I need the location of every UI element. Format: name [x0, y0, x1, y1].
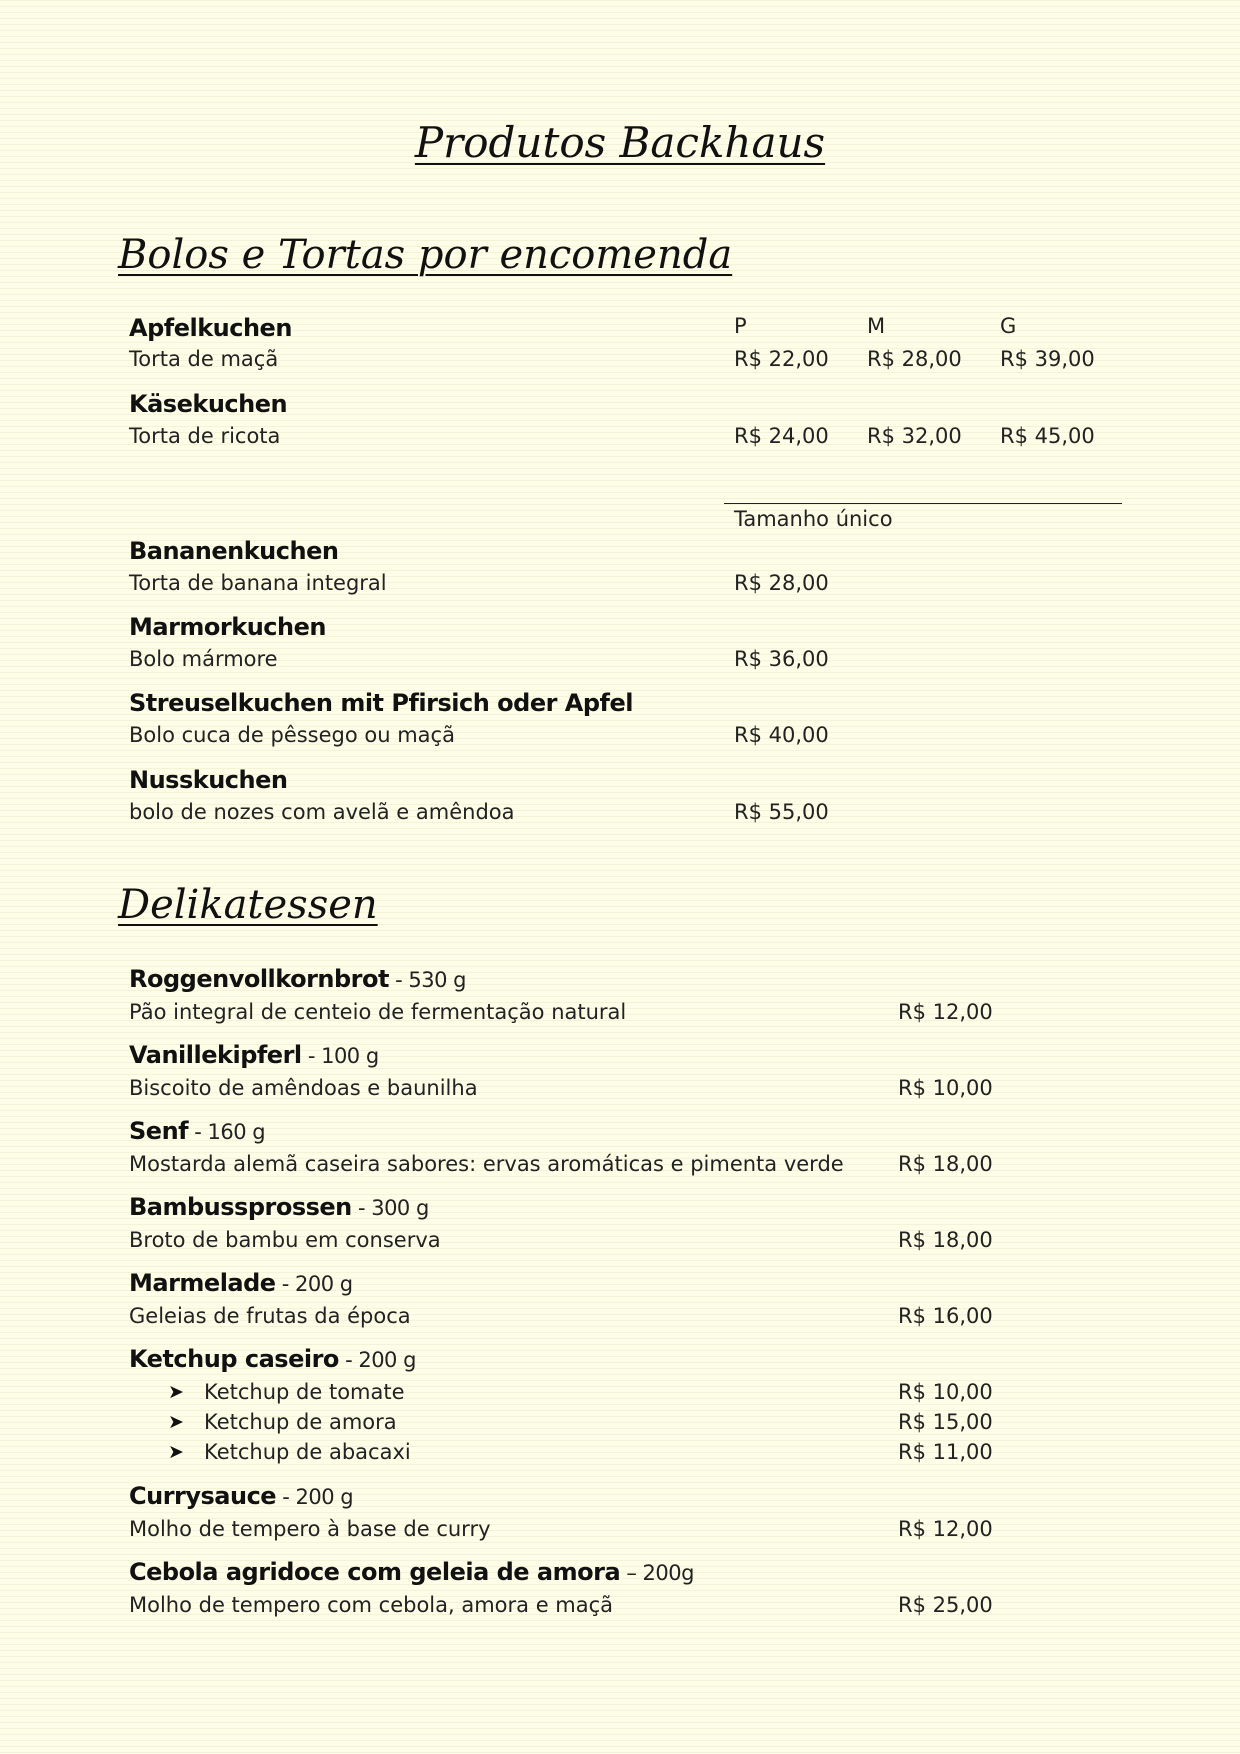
product-name [129, 1041, 379, 1069]
ketchup-variant-price: R$ 15,00 [898, 1410, 993, 1434]
price-m: R$ 28,00 [867, 347, 962, 371]
ketchup-variant-price: R$ 10,00 [898, 1380, 993, 1404]
product-name-text: Bambussprossen [129, 1193, 352, 1221]
product-description: Pão integral de centeio de fermentação natural [129, 1000, 627, 1024]
product-price: R$ 18,00 [898, 1152, 993, 1176]
divider-line [724, 503, 1122, 504]
product-name-text: Ketchup caseiro [129, 1345, 339, 1373]
product-name: Streuselkuchen mit Pfirsich oder Apfel [129, 689, 633, 717]
product-weight: - 300 g [351, 1196, 429, 1220]
arrow-bullet-icon: ➤ [168, 1381, 184, 1403]
product-name [129, 1482, 353, 1510]
product-name-text: Cebola agridoce com geleia de amora [129, 1558, 621, 1586]
product-weight: - 160 g [188, 1120, 266, 1144]
section-title-bolos: Bolos e Tortas por encomenda [118, 232, 733, 278]
arrow-bullet-icon: ➤ [168, 1441, 184, 1463]
price-p: R$ 24,00 [734, 424, 829, 448]
product-price: R$ 28,00 [734, 571, 829, 595]
product-price: R$ 25,00 [898, 1593, 993, 1617]
product-name [129, 1345, 416, 1373]
size-header-p: P [734, 314, 747, 338]
ketchup-variant: Ketchup de tomate [204, 1380, 405, 1404]
product-price: R$ 12,00 [898, 1517, 993, 1541]
product-name-text: Senf [129, 1117, 189, 1145]
product-name [129, 965, 466, 993]
product-name-text: Marmelade [129, 1269, 276, 1297]
product-name: Käsekuchen [129, 390, 288, 418]
size-header-g: G [1000, 314, 1017, 338]
product-weight: – 200g [620, 1561, 694, 1585]
product-weight: - 100 g [301, 1044, 379, 1068]
product-name [129, 1558, 694, 1586]
price-g: R$ 39,00 [1000, 347, 1095, 371]
ketchup-variant: Ketchup de abacaxi [204, 1440, 411, 1464]
ketchup-variant-price: R$ 11,00 [898, 1440, 993, 1464]
product-description: Broto de bambu em conserva [129, 1228, 441, 1252]
section-title-delikatessen: Delikatessen [118, 882, 378, 928]
arrow-bullet-icon: ➤ [168, 1411, 184, 1433]
product-description: Molho de tempero à base de curry [129, 1517, 491, 1541]
product-price: R$ 12,00 [898, 1000, 993, 1024]
price-p: R$ 22,00 [734, 347, 829, 371]
product-name-text: Currysauce [129, 1482, 277, 1510]
ketchup-variant: Ketchup de amora [204, 1410, 397, 1434]
product-name [129, 1269, 353, 1297]
product-name: Apfelkuchen [129, 314, 292, 342]
product-weight: - 530 g [388, 968, 467, 992]
product-name: Marmorkuchen [129, 613, 326, 641]
product-weight: - 200 g [338, 1348, 416, 1372]
product-weight: - 200 g [276, 1485, 354, 1509]
product-name [129, 1117, 265, 1145]
product-description: Molho de tempero com cebola, amora e maçã [129, 1593, 614, 1617]
product-description: Torta de ricota [129, 424, 281, 448]
product-description: Bolo mármore [129, 647, 278, 671]
product-description: Mostarda alemã caseira sabores: ervas aromáticas e pimenta verde [129, 1152, 844, 1176]
size-header-m: M [867, 314, 886, 338]
product-price: R$ 10,00 [898, 1076, 993, 1100]
product-description: Torta de banana integral [129, 571, 387, 595]
product-name-text: Roggenvollkornbrot [129, 965, 389, 993]
single-size-header: Tamanho único [734, 507, 893, 531]
product-description: Geleias de frutas da época [129, 1304, 411, 1328]
product-description: Bolo cuca de pêssego ou maçã [129, 723, 455, 747]
document-title: Produtos Backhaus [414, 118, 826, 167]
product-name: Bananenkuchen [129, 537, 339, 565]
price-m: R$ 32,00 [867, 424, 962, 448]
product-price: R$ 36,00 [734, 647, 829, 671]
product-price: R$ 40,00 [734, 723, 829, 747]
product-description: Biscoito de amêndoas e baunilha [129, 1076, 478, 1100]
price-g: R$ 45,00 [1000, 424, 1095, 448]
product-name: Nusskuchen [129, 766, 288, 794]
product-name-text: Vanillekipferl [129, 1041, 302, 1069]
product-description: bolo de nozes com avelã e amêndoa [129, 800, 515, 824]
product-description: Torta de maçã [129, 347, 279, 371]
product-price: R$ 55,00 [734, 800, 829, 824]
product-price: R$ 18,00 [898, 1228, 993, 1252]
product-price: R$ 16,00 [898, 1304, 993, 1328]
product-weight: - 200 g [275, 1272, 353, 1296]
product-name [129, 1193, 429, 1221]
